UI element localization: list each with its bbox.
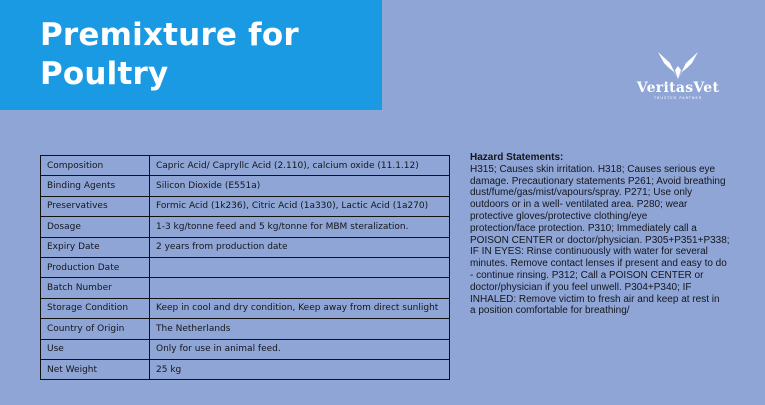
bird-wings-icon [656,50,700,80]
logo-tagline: TRUSTED PARTNER [653,96,703,100]
hazard-line: damage. Precautionary statements P261; Avoid breathing [470,175,726,187]
table-row [41,359,450,379]
row-value [150,257,450,277]
hazard-line: doctor/physician if you feel unwell. P304+P340; IF [470,281,692,293]
row-value: 1-3 kg/tonne feed and 5 kg/tonne for MBM steralization. [150,217,450,237]
hazard-line: - continue rinsing. P312; Call a POISON CENTER or [470,269,704,281]
hazard-text [470,164,730,317]
row-value: Only for use in animal feed. [150,339,450,359]
page-title [40,16,382,94]
logo-brand-text: VeritasVet [636,80,720,96]
table-row [41,319,450,339]
table-row [41,156,450,176]
row-value: 25 kg [150,359,450,379]
table-row [41,298,450,318]
row-label: Production Date [41,257,150,277]
table-row [41,257,450,277]
hazard-line: dust/fume/gas/mist/vapours/spray. P271; Use only [470,187,693,199]
title-line-1: Premixture for [40,17,299,53]
hazard-line: outdoors or in a well- ventilated area. P280; wear [470,199,688,211]
row-value: The Netherlands [150,319,450,339]
hazard-title: Hazard Statements: [470,152,564,163]
table-row [41,196,450,216]
row-value: Keep in cool and dry condition, Keep away from direct sunlight [150,298,450,318]
table-row [41,237,450,257]
row-label: Country of Origin [41,319,150,339]
row-label: Storage Condition [41,298,150,318]
row-value: Silicon Dioxide (E551a) [150,176,450,196]
row-label: Dosage [41,217,150,237]
hazard-line: H315; Causes skin irritation. H318; Causes serious eye [470,163,716,175]
row-label: Composition [41,156,150,176]
row-label: Binding Agents [41,176,150,196]
table-row [41,278,450,298]
row-value: Formic Acid (1k236), Citric Acid (1a330), Lactic Acid (1a270) [150,196,450,216]
row-label: Preservatives [41,196,150,216]
hazard-line: IF IN EYES: Rinse continuously with water for several [470,246,708,258]
row-label: Use [41,339,150,359]
row-label: Net Weight [41,359,150,379]
hazard-line: POISON CENTER or doctor/physician. P305+P351+P338; [470,234,730,246]
hazard-statements [470,152,730,317]
table-row [41,339,450,359]
brand-logo [628,50,728,110]
product-spec-table [40,155,450,380]
hazard-line: a position comfortable for breathing/ [470,305,630,317]
table-row [41,176,450,196]
row-label: Batch Number [41,278,150,298]
title-line-2: Poultry [40,56,169,92]
row-value: 2 years from production date [150,237,450,257]
hazard-line: minutes. Remove contact lenses if present and easy to do [470,258,727,270]
row-value: Capric Acid/ Capryllc Acid (2.110), calcium oxide (11.1.12) [150,156,450,176]
row-label: Expiry Date [41,237,150,257]
title-banner [0,0,382,110]
hazard-line: INHALED: Remove victim to fresh air and keep at rest in [470,293,720,305]
row-value [150,278,450,298]
hazard-line: protective gloves/protective clothing/eye [470,210,648,222]
table-row [41,217,450,237]
hazard-line: protection/face protection. P310; Immediately call a [470,222,697,234]
